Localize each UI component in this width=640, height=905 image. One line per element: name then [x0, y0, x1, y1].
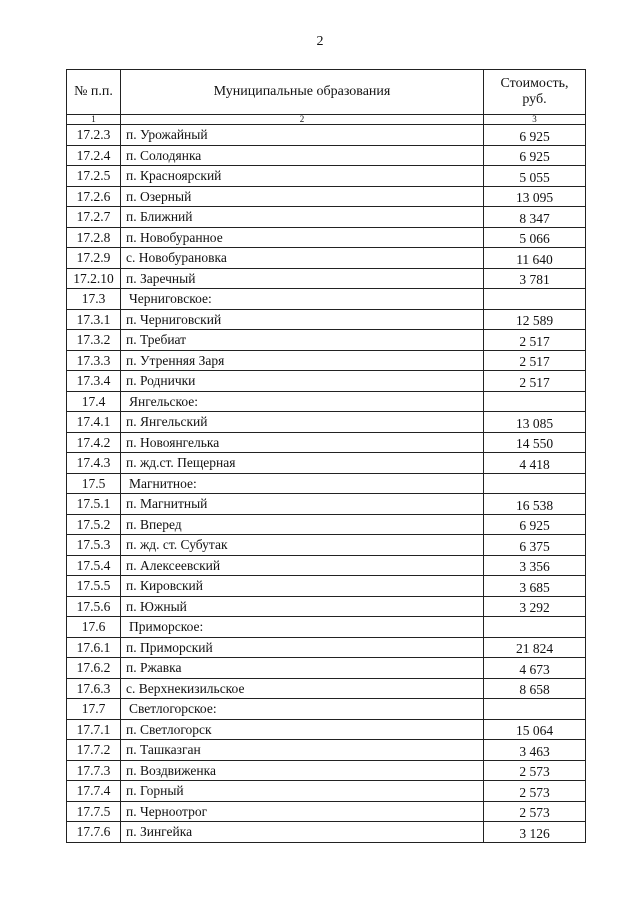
row-name: п. Кировский [121, 576, 484, 597]
row-cost: 6 925 [484, 514, 586, 535]
row-cost: 3 463 [484, 740, 586, 761]
row-name: п. Ташказган [121, 740, 484, 761]
section-row [67, 289, 586, 310]
table-row [67, 371, 586, 392]
table-row [67, 166, 586, 187]
table-row [67, 453, 586, 474]
row-name: п. жд. ст. Субутак [121, 535, 484, 556]
table-row [67, 678, 586, 699]
row-name: Черниговское: [121, 289, 484, 310]
row-cost: 4 673 [484, 658, 586, 679]
table-row [67, 125, 586, 146]
page-number: 2 [316, 34, 324, 49]
table-row [67, 576, 586, 597]
table-row [67, 637, 586, 658]
row-cost: 2 517 [484, 371, 586, 392]
row-cost: 3 356 [484, 555, 586, 576]
row-number: 17.5.5 [67, 576, 121, 597]
header-cost: Стоимость, руб. [484, 70, 586, 115]
row-name: п. Янгельский [121, 412, 484, 433]
row-cost: 2 517 [484, 330, 586, 351]
row-number: 17.5.1 [67, 494, 121, 515]
row-name: Приморское: [121, 617, 484, 638]
row-number: 17.7.6 [67, 822, 121, 843]
table-header-row [67, 70, 586, 115]
row-cost: 6 375 [484, 535, 586, 556]
row-cost: 2 573 [484, 781, 586, 802]
table-row [67, 186, 586, 207]
row-name: п. Зингейка [121, 822, 484, 843]
row-cost: 4 418 [484, 453, 586, 474]
table-row [67, 432, 586, 453]
table-row [67, 227, 586, 248]
row-name: п. Новобуранное [121, 227, 484, 248]
row-number: 17.5.6 [67, 596, 121, 617]
row-name: п. Южный [121, 596, 484, 617]
row-cost: 6 925 [484, 125, 586, 146]
row-cost: 11 640 [484, 248, 586, 269]
row-number: 17.2.6 [67, 186, 121, 207]
table-row [67, 330, 586, 351]
column-number-1: 1 [67, 115, 121, 125]
row-name: п. Роднички [121, 371, 484, 392]
row-cost: 14 550 [484, 432, 586, 453]
row-name: Магнитное: [121, 473, 484, 494]
row-number: 17.3 [67, 289, 121, 310]
row-number: 17.7.3 [67, 760, 121, 781]
row-cost: 8 347 [484, 207, 586, 228]
row-cost: 15 064 [484, 719, 586, 740]
row-cost: 8 658 [484, 678, 586, 699]
column-number-3: 3 [484, 115, 586, 125]
row-name: п. Новоянгелька [121, 432, 484, 453]
row-number: 17.7.1 [67, 719, 121, 740]
row-number: 17.5.3 [67, 535, 121, 556]
row-cost: 16 538 [484, 494, 586, 515]
table-row [67, 350, 586, 371]
table-row [67, 658, 586, 679]
row-name: п. Урожайный [121, 125, 484, 146]
section-row [67, 473, 586, 494]
row-cost: 6 925 [484, 145, 586, 166]
table-row [67, 822, 586, 843]
row-number: 17.2.4 [67, 145, 121, 166]
row-name: Янгельское: [121, 391, 484, 412]
table-row [67, 248, 586, 269]
row-cost: 5 055 [484, 166, 586, 187]
row-cost: 21 824 [484, 637, 586, 658]
row-number: 17.2.9 [67, 248, 121, 269]
row-name: п. Красноярский [121, 166, 484, 187]
table-body [67, 125, 586, 843]
row-number: 17.6.3 [67, 678, 121, 699]
row-name: п. Черноотрог [121, 801, 484, 822]
table-row [67, 760, 586, 781]
row-name: п. Вперед [121, 514, 484, 535]
row-cost: 2 573 [484, 760, 586, 781]
column-number-row [67, 115, 586, 125]
row-number: 17.5.2 [67, 514, 121, 535]
row-name: п. Утренняя Заря [121, 350, 484, 371]
row-name: п. Ближний [121, 207, 484, 228]
row-name: п. Алексеевский [121, 555, 484, 576]
table-row [67, 412, 586, 433]
row-number: 17.2.10 [67, 268, 121, 289]
row-number: 17.6.2 [67, 658, 121, 679]
row-number: 17.7.5 [67, 801, 121, 822]
row-number: 17.7.2 [67, 740, 121, 761]
cost-table [66, 69, 586, 843]
table-row [67, 268, 586, 289]
column-number-2: 2 [121, 115, 484, 125]
row-cost [484, 289, 586, 310]
table-row [67, 555, 586, 576]
row-number: 17.4.2 [67, 432, 121, 453]
row-name: п. Солодянка [121, 145, 484, 166]
row-name: п. Требиат [121, 330, 484, 351]
header-number: № п.п. [67, 70, 121, 115]
row-number: 17.3.2 [67, 330, 121, 351]
row-number: 17.7.4 [67, 781, 121, 802]
row-cost [484, 473, 586, 494]
row-name: с. Новобурановка [121, 248, 484, 269]
section-row [67, 699, 586, 720]
row-name: Светлогорское: [121, 699, 484, 720]
row-cost [484, 617, 586, 638]
row-number: 17.2.7 [67, 207, 121, 228]
table-row [67, 781, 586, 802]
section-row [67, 391, 586, 412]
row-name: п. Светлогорск [121, 719, 484, 740]
row-number: 17.3.4 [67, 371, 121, 392]
table-row [67, 740, 586, 761]
row-name: с. Верхнекизильское [121, 678, 484, 699]
row-cost [484, 699, 586, 720]
row-cost: 2 517 [484, 350, 586, 371]
row-name: п. Приморский [121, 637, 484, 658]
row-name: п. Ржавка [121, 658, 484, 679]
row-cost: 3 126 [484, 822, 586, 843]
row-cost: 13 085 [484, 412, 586, 433]
row-name: п. Горный [121, 781, 484, 802]
table-row [67, 494, 586, 515]
row-number: 17.2.3 [67, 125, 121, 146]
row-cost [484, 391, 586, 412]
row-cost: 3 292 [484, 596, 586, 617]
table-row [67, 309, 586, 330]
row-number: 17.4 [67, 391, 121, 412]
section-row [67, 617, 586, 638]
row-number: 17.4.1 [67, 412, 121, 433]
row-name: п. Магнитный [121, 494, 484, 515]
row-name: п. Озерный [121, 186, 484, 207]
row-number: 17.3.3 [67, 350, 121, 371]
row-cost: 12 589 [484, 309, 586, 330]
table-row [67, 145, 586, 166]
row-cost: 5 066 [484, 227, 586, 248]
row-number: 17.2.8 [67, 227, 121, 248]
row-name: п. Воздвиженка [121, 760, 484, 781]
table-row [67, 535, 586, 556]
row-cost: 13 095 [484, 186, 586, 207]
row-name: п. жд.ст. Пещерная [121, 453, 484, 474]
table-row [67, 207, 586, 228]
row-number: 17.5.4 [67, 555, 121, 576]
table-row [67, 719, 586, 740]
row-number: 17.7 [67, 699, 121, 720]
row-number: 17.6 [67, 617, 121, 638]
row-number: 17.3.1 [67, 309, 121, 330]
table-row [67, 801, 586, 822]
row-number: 17.2.5 [67, 166, 121, 187]
table-row [67, 596, 586, 617]
row-number: 17.5 [67, 473, 121, 494]
row-name: п. Заречный [121, 268, 484, 289]
row-cost: 2 573 [484, 801, 586, 822]
row-cost: 3 781 [484, 268, 586, 289]
header-municipality: Муниципальные образования [121, 70, 484, 115]
row-number: 17.4.3 [67, 453, 121, 474]
row-name: п. Черниговский [121, 309, 484, 330]
row-number: 17.6.1 [67, 637, 121, 658]
table-row [67, 514, 586, 535]
row-cost: 3 685 [484, 576, 586, 597]
